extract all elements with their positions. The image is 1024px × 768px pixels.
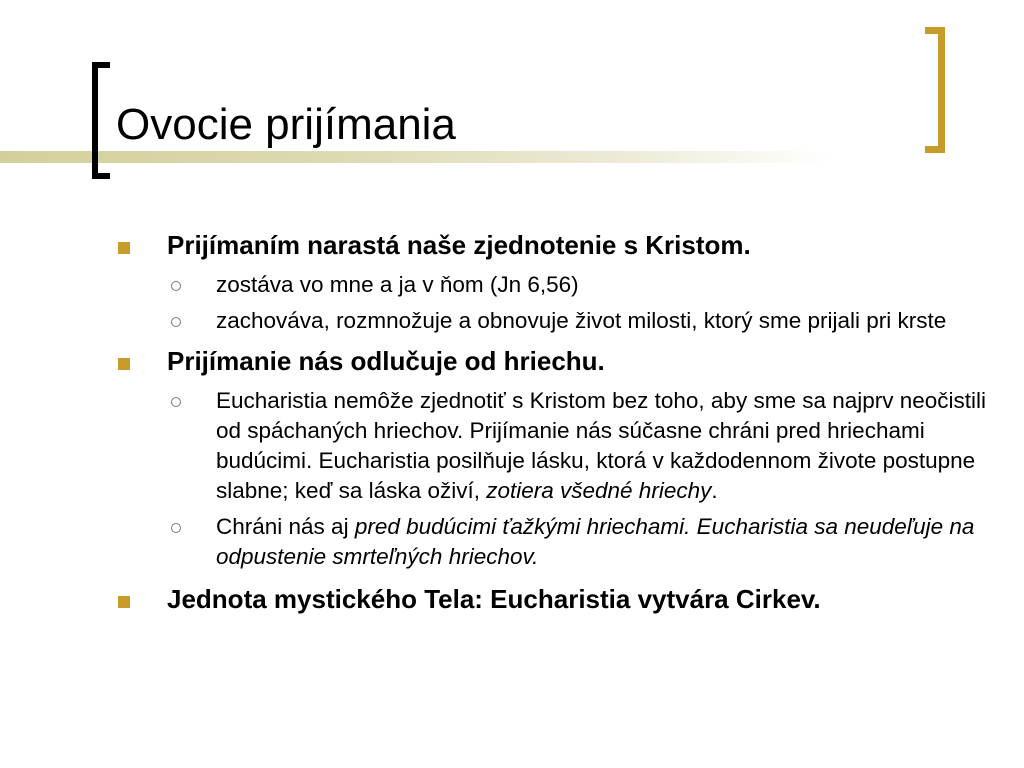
bullet-point-1-text: Prijímaním narastá naše zjednotenie s Kristom.: [167, 230, 751, 260]
bullet-point-2: [118, 346, 998, 377]
square-bullet-icon: [118, 242, 130, 254]
ring-bullet-icon: [171, 397, 181, 407]
sub-bullet-2-1-italic: zotiera všedné hriechy: [486, 478, 712, 503]
slide-content: [118, 230, 998, 624]
sub-bullet-2-1: [118, 386, 998, 506]
sub-bullet-2-2: [118, 512, 998, 572]
bullet-point-1: [118, 230, 998, 261]
sub-bullet-1-1-text: zostáva vo mne a ja v ňom (Jn 6,56): [216, 272, 579, 297]
bullet-point-3-text: Jednota mystického Tela: Eucharistia vytvára Cirkev.: [167, 584, 821, 614]
sub-bullet-2-2-text: Chráni nás aj: [216, 514, 355, 539]
sub-bullet-1-2: [118, 306, 998, 336]
ring-bullet-icon: [171, 281, 181, 291]
bullet-point-2-text: Prijímanie nás odlučuje od hriechu.: [167, 346, 605, 376]
title-accent-band: [0, 151, 830, 163]
sub-bullet-2-1-text: Eucharistia nemôže zjednotiť s Kristom bez toho, aby sme sa najprv neočistili od spáchaných hriechov. Prijímanie nás súčasne chráni pred hriechami budúcimi. Eucharistia posilňuje lásku, ktorá v každodennom živote postupne slabne; keď sa láska oživí,: [216, 388, 987, 503]
left-bracket-decoration: [92, 62, 110, 179]
square-bullet-icon: [118, 596, 130, 608]
sub-bullet-1-1: [118, 270, 998, 300]
ring-bullet-icon: [171, 523, 181, 533]
sub-bullet-2-2-italic: pred budúcimi ťažkými hriechami. Eucharistia sa neudeľuje na odpustenie smrteľných hriechov.: [216, 514, 975, 569]
square-bullet-icon: [118, 358, 130, 370]
slide-title: Ovocie prijímania: [116, 100, 456, 149]
sub-bullet-2-1-after: .: [711, 478, 718, 503]
right-bracket-decoration: [925, 27, 945, 153]
sub-bullet-1-2-text: zachováva, rozmnožuje a obnovuje život milosti, ktorý sme prijali pri krste: [216, 308, 947, 333]
bullet-point-3: [118, 584, 998, 615]
ring-bullet-icon: [171, 317, 181, 327]
